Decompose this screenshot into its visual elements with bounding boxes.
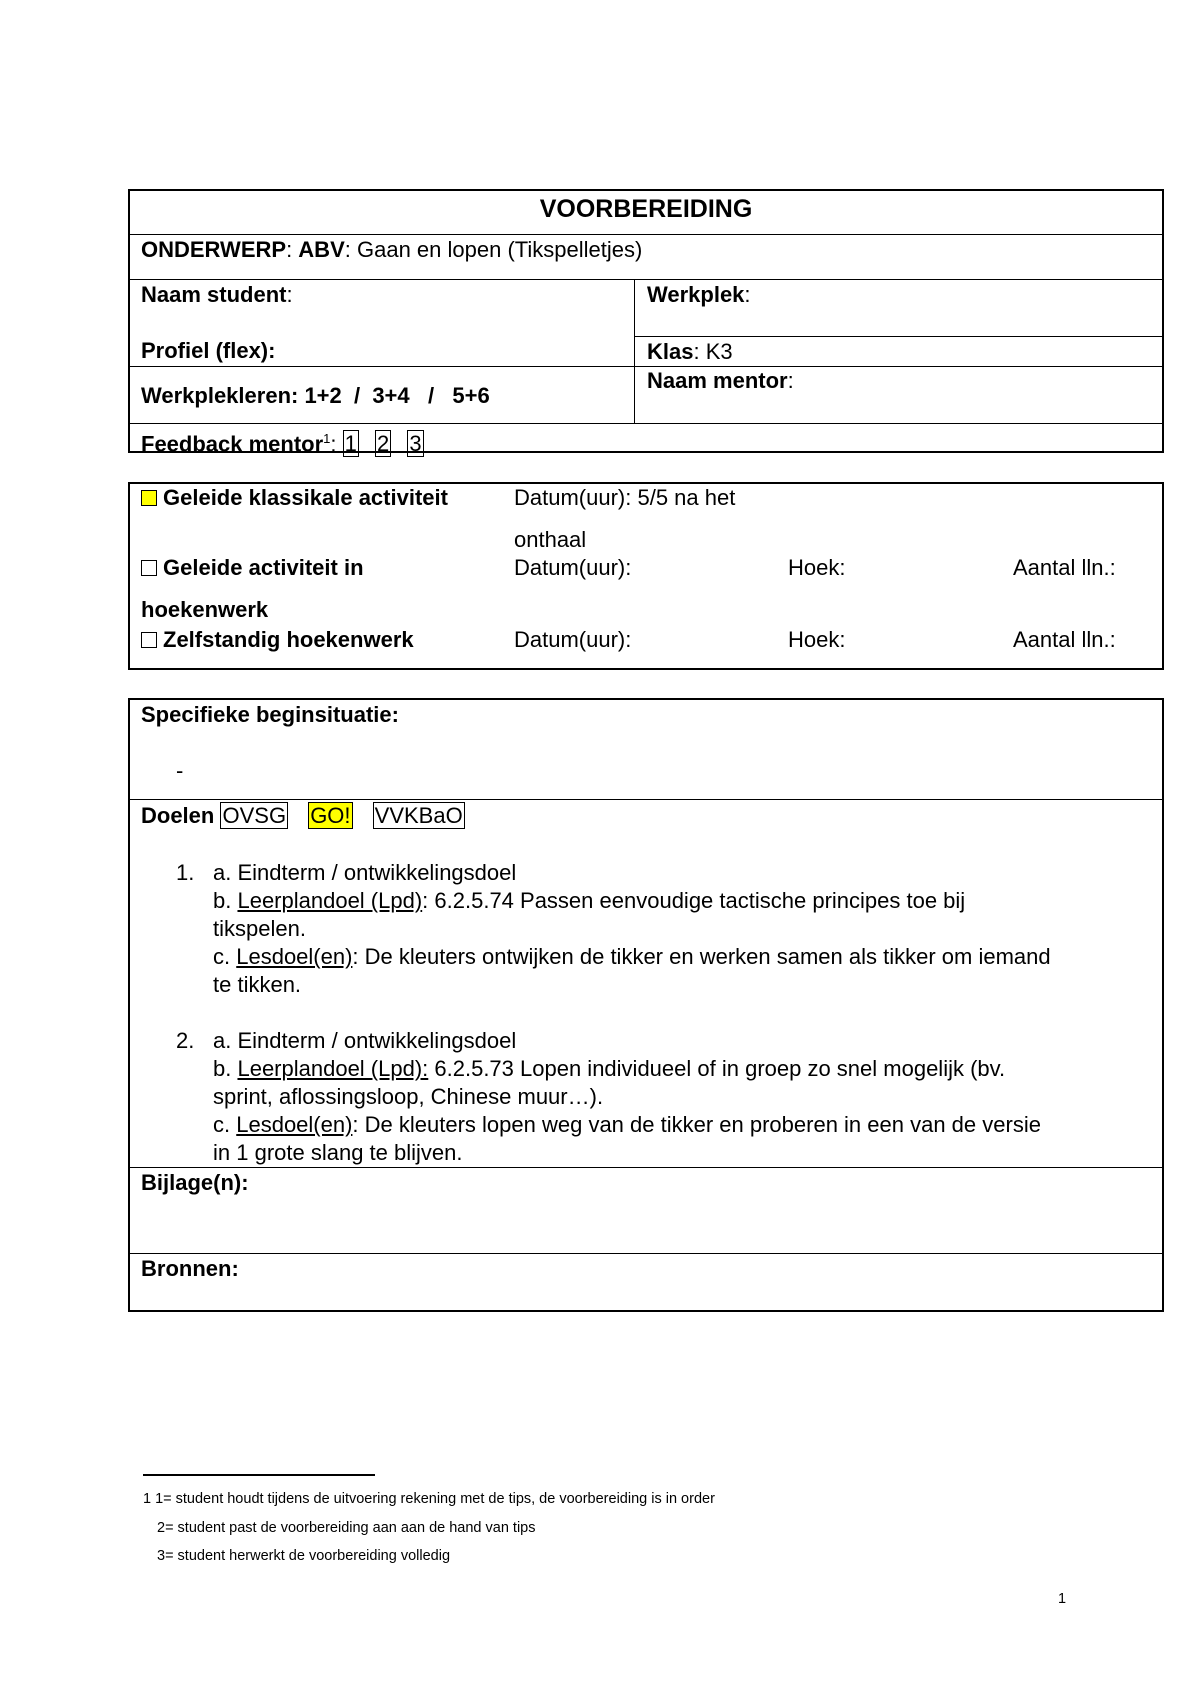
goal-2-c-link: Lesdoel(en) — [236, 1112, 353, 1137]
activity-label-cont: hoekenwerk — [141, 597, 269, 622]
naam-mentor-field: Naam mentor: — [647, 368, 794, 393]
bijlagen-label: Bijlage(n): — [141, 1170, 249, 1195]
header-table — [128, 189, 1164, 453]
activity-label: Geleide klassikale activiteit — [163, 485, 448, 510]
divider — [128, 423, 1164, 424]
profiel-label: Profiel (flex): — [141, 338, 276, 363]
naam-student-label: Naam student — [141, 282, 287, 307]
werkplekleren-label: Werkplekleren: 1+2 / 3+4 / 5+6 — [141, 383, 490, 408]
aantal-hoekenwerk: Aantal lln.: — [1013, 555, 1116, 580]
main-table — [128, 698, 1164, 1312]
activity-row-hoekenwerk[interactable] — [141, 555, 364, 581]
doelen-tag-vvkbao[interactable]: VVKBaO — [374, 803, 463, 828]
divider — [128, 1253, 1164, 1254]
goal-1-b-cont: tikspelen. — [213, 916, 306, 941]
divider — [128, 1167, 1164, 1168]
page-number: 1 — [1058, 1591, 1067, 1607]
naam-mentor-label: Naam mentor — [647, 368, 788, 393]
checkbox-icon[interactable] — [141, 632, 157, 648]
goal-1-b-text: : 6.2.5.74 Passen eenvoudige tactische principes toe bij — [422, 888, 966, 913]
doelen-tag-ovsg[interactable]: OVSG — [222, 803, 287, 828]
feedback-option-3[interactable]: 3 — [409, 431, 422, 457]
page-title: VOORBEREIDING — [539, 195, 753, 223]
hoek-zelfstandig: Hoek: — [788, 627, 846, 652]
beginsituatie-value: - — [176, 758, 184, 783]
datum-zelfstandig: Datum(uur): — [514, 627, 632, 652]
activity-label: Zelfstandig hoekenwerk — [163, 627, 414, 652]
onderwerp-value: Gaan en lopen (Tikspelletjes) — [356, 237, 643, 262]
feedback-option-1[interactable]: 1 — [344, 431, 357, 457]
datum-klassikaal-cont: onthaal — [514, 527, 587, 552]
onderwerp-line: ONDERWERP: ABV: Gaan en lopen (Tikspelletjes) — [141, 237, 643, 262]
datum-klassikaal: Datum(uur): 5/5 na het — [514, 485, 736, 510]
goal-2-b-link: Leerplandoel (Lpd): — [237, 1056, 429, 1081]
goal-2-c-cont: in 1 grote slang te blijven. — [213, 1140, 463, 1165]
footnote-separator — [143, 1474, 375, 1476]
divider — [128, 279, 1164, 280]
footnote-line-3: 3= student herwerkt de voorbereiding volledig — [157, 1548, 451, 1564]
goal-2-b — [213, 1056, 1005, 1082]
goal-1-b-link: Leerplandoel (Lpd) — [237, 888, 423, 913]
abv-label: ABV — [298, 237, 345, 262]
feedback-label: Feedback mentor — [141, 431, 324, 457]
feedback-line: Feedback mentor$^1$: 1 2 3 — [141, 431, 422, 457]
hoek-hoekenwerk: Hoek: — [788, 555, 846, 580]
divider — [128, 366, 1164, 367]
goal-2-a: a. Eindterm / ontwikkelingsdoel — [213, 1028, 517, 1053]
klas-field: Klas: K3 — [647, 339, 733, 364]
bronnen-label: Bronnen: — [141, 1256, 239, 1281]
doelen-tag-go[interactable]: GO! — [310, 803, 351, 828]
werkplek-label: Werkplek — [647, 282, 745, 307]
doelen-line — [141, 803, 465, 829]
goal-1-c — [213, 944, 1051, 970]
activity-row-klassikaal[interactable] — [141, 485, 448, 511]
divider — [128, 799, 1164, 800]
goal-1-b — [213, 888, 965, 914]
goal-1-c-text: : De kleuters ontwijken de tikker en werken samen als tikker om iemand — [352, 944, 1051, 969]
beginsituatie-label: Specifieke beginsituatie: — [141, 702, 399, 727]
footnote-ref: 1 — [323, 431, 331, 446]
doelen-label: Doelen — [141, 803, 215, 828]
goal-1-c-link: Lesdoel(en) — [236, 944, 353, 969]
goal-2-c — [213, 1112, 1041, 1138]
goal-2-c-text: : De kleuters lopen weg van de tikker en proberen in een van de versie — [352, 1112, 1041, 1137]
goal-1-number: 1. — [176, 860, 195, 885]
naam-student-field: Naam student: — [141, 282, 293, 307]
goal-2-b-prefix: b. — [213, 1056, 238, 1081]
divider — [634, 279, 635, 423]
goal-1-c-prefix: c. — [213, 944, 237, 969]
divider — [128, 234, 1164, 235]
goal-1-a: a. Eindterm / ontwikkelingsdoel — [213, 860, 517, 885]
aantal-zelfstandig: Aantal lln.: — [1013, 627, 1116, 652]
goal-2-b-text: 6.2.5.73 Lopen individueel of in groep zo snel mogelijk (bv. — [428, 1056, 1006, 1081]
goal-1-c-cont: te tikken. — [213, 972, 302, 997]
datum-hoekenwerk: Datum(uur): — [514, 555, 632, 580]
divider — [634, 336, 1164, 337]
checkbox-icon[interactable] — [141, 490, 157, 506]
goal-1-b-prefix: b. — [213, 888, 238, 913]
goal-2-b-cont: sprint, aflossingsloop, Chinese muur…). — [213, 1084, 604, 1109]
klas-label: Klas — [647, 339, 694, 364]
feedback-option-2[interactable]: 2 — [377, 431, 390, 457]
activity-label: Geleide activiteit in — [163, 555, 364, 580]
checkbox-icon[interactable] — [141, 560, 157, 576]
werkplek-field: Werkplek: — [647, 282, 751, 307]
footnote-line-1: 1 1= student houdt tijdens de uitvoering rekening met de tips, de voorbereiding is in order — [143, 1491, 715, 1507]
activity-row-zelfstandig[interactable] — [141, 627, 414, 653]
footnote-line-2: 2= student past de voorbereiding aan aan de hand van tips — [157, 1520, 536, 1536]
onderwerp-label: ONDERWERP — [141, 237, 287, 262]
klas-value: K3 — [705, 339, 733, 364]
goal-2-c-prefix: c. — [213, 1112, 237, 1137]
goal-2-number: 2. — [176, 1028, 195, 1053]
